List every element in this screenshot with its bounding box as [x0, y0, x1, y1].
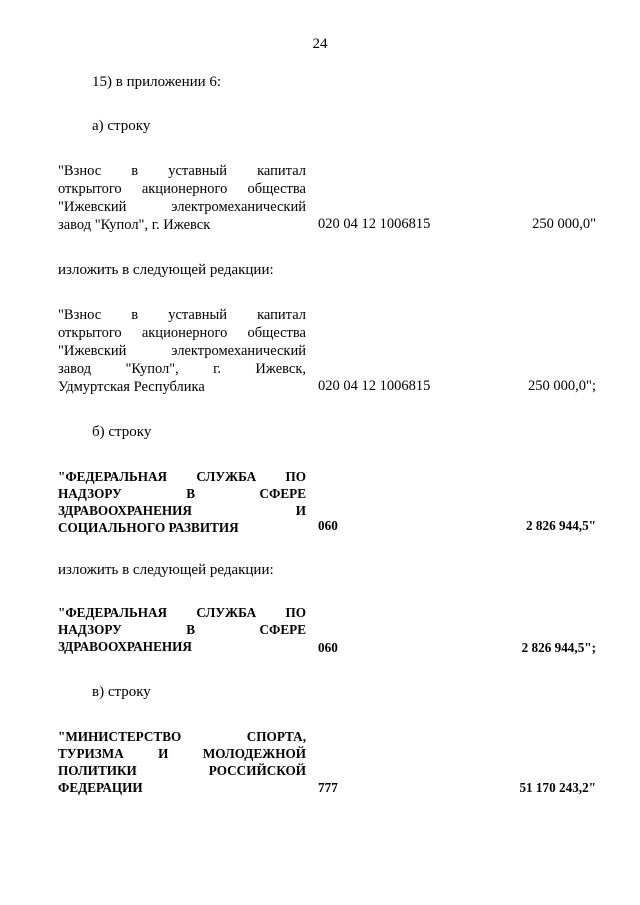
section-c-label: в) строку: [92, 684, 151, 700]
name-line: ЗДРАВООХРАНЕНИЯ И: [58, 503, 306, 518]
name-line: "Ижевский электромеханический: [58, 343, 306, 359]
section-b-old-code: 060: [318, 518, 338, 533]
section-a-instruction: изложить в следующей редакции:: [58, 262, 274, 278]
name-line: ЗДРАВООХРАНЕНИЯ: [58, 639, 192, 654]
name-line: ПОЛИТИКИ РОССИЙСКОЙ: [58, 763, 306, 778]
name-line: Удмуртская Республика: [58, 379, 205, 395]
section-b-label: б) строку: [92, 424, 152, 440]
name-line: "МИНИСТЕРСТВО СПОРТА,: [58, 729, 306, 744]
section-b-old-name: [58, 468, 306, 536]
section-c-old-code: 777: [318, 780, 338, 795]
section-a-old-amount: 250 000,0": [532, 216, 596, 232]
section-b-instruction: изложить в следующей редакции:: [58, 562, 274, 578]
name-line: "Ижевский электромеханический: [58, 199, 306, 215]
section-c-old-name: [58, 728, 306, 796]
item-heading: 15) в приложении 6:: [92, 74, 222, 90]
name-line: "Взнос в уставный капитал: [58, 307, 306, 323]
name-line: "ФЕДЕРАЛЬНАЯ СЛУЖБА ПО: [58, 605, 306, 620]
section-b-old-amount: 2 826 944,5": [526, 518, 596, 533]
section-a-old-name: [58, 162, 306, 234]
section-a-new-code: 020 04 12 1006815: [318, 378, 431, 394]
section-a-old-code: 020 04 12 1006815: [318, 216, 431, 232]
name-line: НАДЗОРУ В СФЕРЕ: [58, 622, 306, 637]
section-a-new-name: [58, 306, 306, 396]
section-b-new-amount: 2 826 944,5";: [521, 640, 596, 655]
section-b-new-code: 060: [318, 640, 338, 655]
name-line: НАДЗОРУ В СФЕРЕ: [58, 486, 306, 501]
section-c-old-amount: 51 170 243,2": [519, 780, 596, 795]
name-line: ФЕДЕРАЦИИ: [58, 780, 143, 795]
name-line: СОЦИАЛЬНОГО РАЗВИТИЯ: [58, 520, 239, 535]
name-line: "Взнос в уставный капитал: [58, 163, 306, 179]
page-number: 24: [312, 36, 328, 52]
name-line: завод "Купол", г. Ижевск: [58, 217, 211, 233]
name-line: открытого акционерного общества: [58, 181, 306, 197]
name-line: завод "Купол", г. Ижевск,: [58, 361, 306, 377]
section-b-new-name: [58, 604, 306, 655]
section-a-label: а) строку: [92, 118, 151, 134]
section-a-new-amount: 250 000,0";: [528, 378, 596, 394]
name-line: открытого акционерного общества: [58, 325, 306, 341]
name-line: ТУРИЗМА И МОЛОДЕЖНОЙ: [58, 746, 306, 761]
name-line: "ФЕДЕРАЛЬНАЯ СЛУЖБА ПО: [58, 469, 306, 484]
